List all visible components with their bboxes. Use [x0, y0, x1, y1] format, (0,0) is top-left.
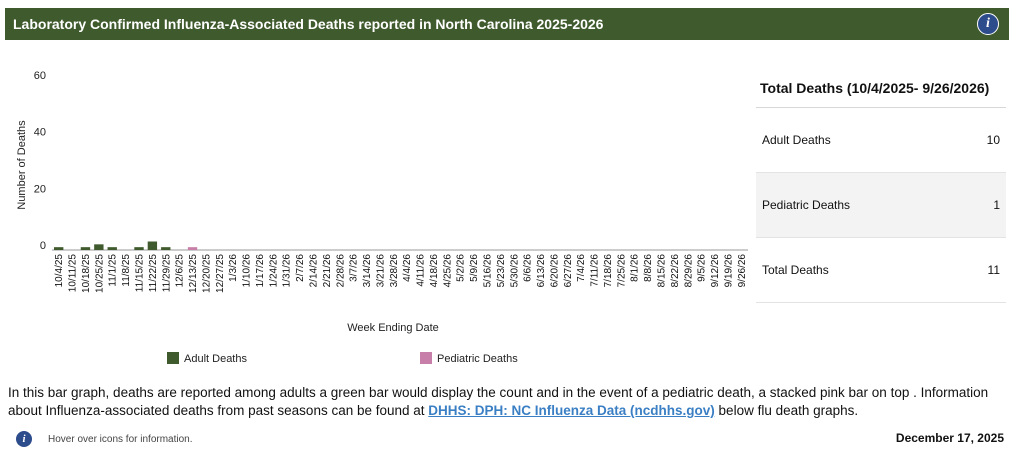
x-tick-label: 8/1/26	[629, 254, 641, 282]
x-tick-label: 1/3/26	[228, 254, 240, 282]
y-axis-label: Number of Deaths	[16, 120, 28, 210]
bar	[188, 247, 197, 250]
chart-description	[8, 384, 1008, 420]
x-tick-label: 8/29/26	[683, 254, 695, 288]
x-tick-label: 11/8/25	[121, 254, 133, 287]
page-title: Laboratory Confirmed Influenza-Associated Deaths reported in North Carolina 2025-2026	[13, 16, 604, 32]
x-tick-label: 1/17/26	[254, 254, 266, 288]
x-tick-label: 11/29/25	[161, 254, 173, 293]
x-axis-label: Week Ending Date	[347, 322, 439, 334]
description-text-end: below flu death graphs.	[714, 403, 859, 418]
x-tick-label: 10/18/25	[80, 254, 92, 293]
x-tick-label: 9/26/26	[736, 254, 748, 288]
x-tick-label: 8/8/26	[643, 254, 655, 282]
page-header	[5, 8, 1009, 40]
x-tick-label: 5/16/26	[482, 254, 494, 288]
x-tick-label: 1/10/26	[241, 254, 253, 288]
x-tick-label: 10/25/25	[94, 254, 106, 293]
bar	[161, 247, 170, 250]
x-tick-label: 7/11/26	[589, 254, 601, 287]
summary-table	[756, 70, 1006, 303]
x-tick-label: 6/13/26	[536, 254, 548, 288]
summary-label: Pediatric Deaths	[762, 198, 851, 212]
x-tick-label: 7/25/26	[616, 254, 628, 288]
report-date: December 17, 2025	[895, 431, 1004, 445]
summary-label: Adult Deaths	[762, 133, 831, 147]
x-tick-label: 9/12/26	[710, 254, 722, 288]
x-tick-label: 6/20/26	[549, 254, 561, 288]
x-tick-label: 8/22/26	[669, 254, 681, 288]
legend-swatch	[167, 352, 179, 364]
x-tick-label: 8/15/26	[656, 254, 668, 288]
x-tick-label: 5/2/26	[455, 254, 467, 282]
x-tick-label: 4/25/26	[442, 254, 454, 288]
deaths-bar-chart	[0, 60, 760, 380]
legend-swatch	[420, 352, 432, 364]
summary-label: Total Deaths	[762, 263, 829, 277]
x-tick-label: 12/6/25	[174, 254, 186, 288]
x-tick-label: 11/1/25	[107, 254, 119, 287]
x-tick-label: 7/4/26	[576, 254, 588, 282]
x-tick-label: 7/18/26	[602, 254, 614, 288]
x-tick-label: 3/7/26	[348, 254, 360, 282]
summary-row-adult	[756, 108, 1006, 173]
x-tick-label: 12/27/25	[214, 254, 226, 293]
info-icon[interactable]: i	[977, 13, 999, 35]
y-tick-label: 40	[33, 126, 46, 139]
legend-label: Adult Deaths	[184, 353, 247, 365]
x-tick-label: 5/9/26	[469, 254, 481, 282]
x-tick-label: 9/5/26	[696, 254, 708, 282]
summary-value: 1	[993, 198, 1000, 212]
x-tick-label: 12/13/25	[188, 254, 200, 293]
bar	[94, 244, 103, 250]
summary-value: 10	[986, 133, 1000, 147]
bar	[81, 247, 90, 250]
x-tick-label: 4/11/26	[415, 254, 427, 287]
legend-label: Pediatric Deaths	[437, 353, 518, 365]
x-tick-label: 6/27/26	[562, 254, 574, 288]
y-tick-label: 20	[33, 183, 46, 196]
x-tick-label: 10/11/25	[67, 254, 79, 293]
bar	[54, 247, 63, 250]
x-tick-label: 2/14/26	[308, 254, 320, 288]
bar	[108, 247, 117, 250]
x-tick-label: 3/21/26	[375, 254, 387, 288]
x-tick-label: 2/21/26	[321, 254, 333, 288]
info-icon[interactable]: i	[16, 431, 32, 447]
description-text: In this bar graph, deaths are reported among adults a green bar would display the count and in the event of a pediatric death, a stacked pink bar on top . Information about Influenza-associated deaths from past seasons can be found at	[8, 385, 989, 418]
x-tick-label: 4/18/26	[428, 254, 440, 288]
x-tick-label: 1/24/26	[268, 254, 280, 288]
summary-row-total	[756, 238, 1006, 303]
y-tick-label: 60	[33, 70, 46, 82]
x-tick-label: 2/7/26	[295, 254, 307, 282]
x-tick-label: 11/15/25	[134, 254, 146, 293]
x-tick-label: 11/22/25	[147, 254, 159, 293]
summary-value: 11	[987, 263, 1000, 277]
summary-title: Total Deaths (10/4/2025- 9/26/2026)	[756, 70, 1006, 108]
x-tick-label: 10/4/25	[54, 254, 66, 288]
x-tick-label: 5/23/26	[495, 254, 507, 288]
summary-row-pediatric	[756, 173, 1006, 238]
x-tick-label: 4/4/26	[402, 254, 414, 282]
x-tick-label: 6/6/26	[522, 254, 534, 282]
x-tick-label: 3/14/26	[362, 254, 374, 288]
x-tick-label: 1/31/26	[281, 254, 293, 288]
x-tick-label: 3/28/26	[388, 254, 400, 288]
bar	[134, 247, 143, 250]
x-tick-label: 2/28/26	[335, 254, 347, 288]
x-tick-label: 9/19/26	[723, 254, 735, 288]
y-tick-label: 0	[39, 240, 46, 252]
x-tick-label: 5/30/26	[509, 254, 521, 288]
ncdhhs-data-link[interactable]: DHHS: DPH: NC Influenza Data (ncdhhs.gov)	[428, 403, 715, 418]
bar	[148, 242, 157, 251]
x-tick-label: 12/20/25	[201, 254, 213, 293]
hover-hint: Hover over icons for information.	[48, 434, 193, 445]
